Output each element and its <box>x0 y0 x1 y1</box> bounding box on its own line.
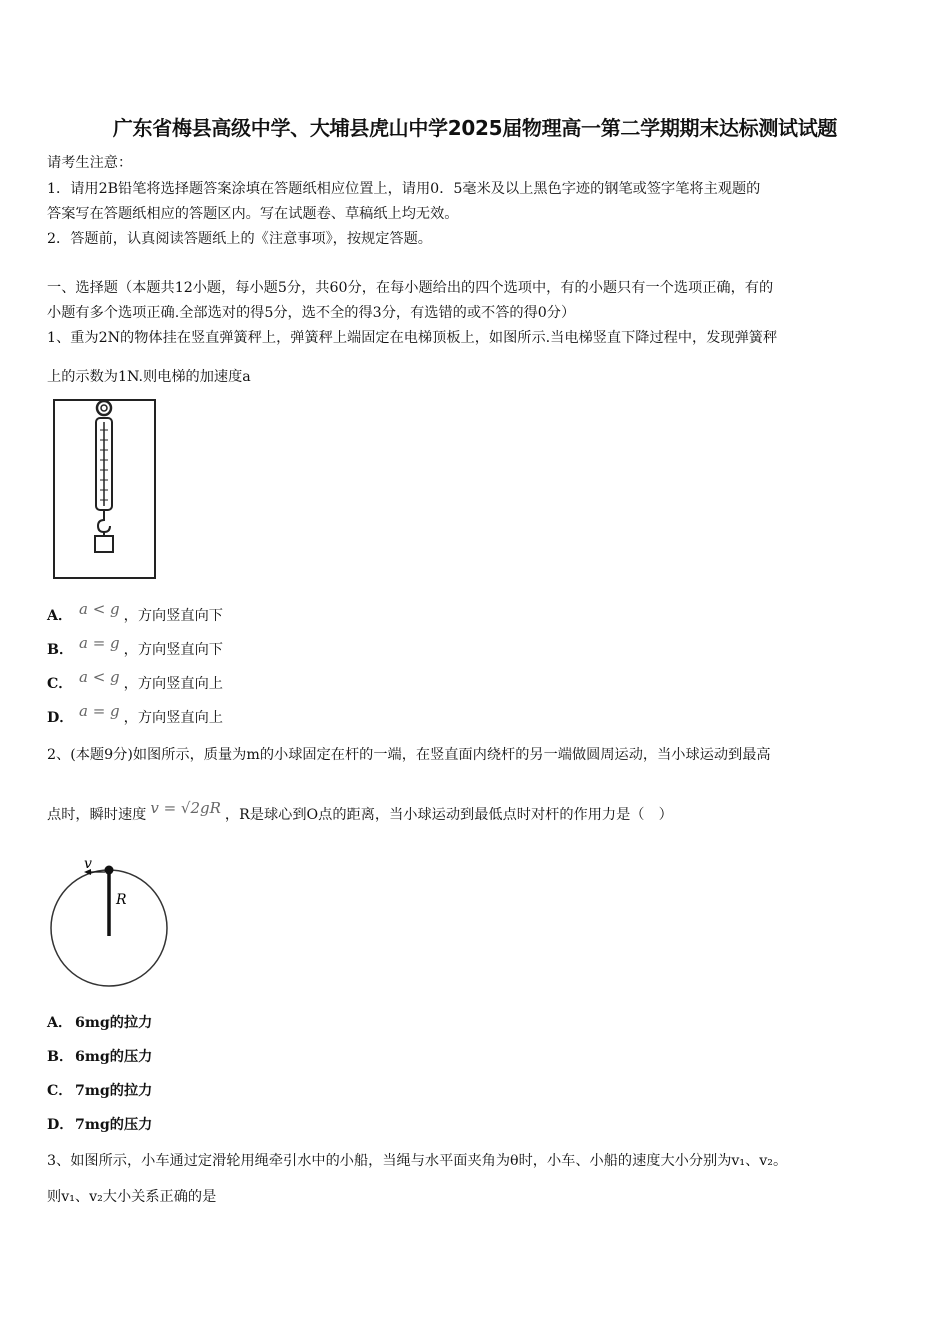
circular-motion-figure <box>46 854 172 992</box>
q1-option-b[interactable] <box>47 634 223 659</box>
q1-option-b-letter: B． <box>47 642 74 658</box>
q2-stem-a: 2、(本题9分)如图所示，质量为m的小球固定在杆的一端，在竖直面内绕杆的另一端做圆周运动，当小球运动到最高 <box>47 747 771 763</box>
q1-option-d-text: ，方向竖直向上 <box>123 710 223 726</box>
notice-item-1b: 答案写在答题纸相应的答题区内。写在试题卷、草稿纸上均无效。 <box>47 206 459 222</box>
spring-scale-figure <box>52 398 158 582</box>
q1-option-b-text: ，方向竖直向下 <box>123 642 223 658</box>
q2-option-b-letter: B． <box>47 1049 74 1065</box>
q1-option-c[interactable] <box>47 668 223 693</box>
q2-option-c-text: 7mg的拉力 <box>75 1083 153 1099</box>
q1-option-c-math: a < g <box>79 668 120 686</box>
q1-option-d-letter: D． <box>47 710 74 726</box>
q1-option-d[interactable] <box>47 702 223 727</box>
q1-option-b-math: a = g <box>79 634 120 652</box>
q2-option-c[interactable] <box>47 1080 152 1100</box>
q2-option-a-letter: A． <box>47 1015 73 1031</box>
q2-option-c-letter: C． <box>47 1083 73 1099</box>
q1-option-a-math: a < g <box>79 600 120 618</box>
q2-option-a-text: 6mg的拉力 <box>75 1015 153 1031</box>
section-heading-b: 小题有多个选项正确.全部选对的得5分，选不全的得3分，有选错的或不答的得0分） <box>47 305 576 321</box>
q2-option-b[interactable] <box>47 1046 152 1066</box>
q1-option-c-text: ，方向竖直向上 <box>123 676 223 692</box>
q1-option-d-math: a = g <box>79 702 120 720</box>
q2-option-a[interactable] <box>47 1012 152 1032</box>
q3-stem-a: 3、如图所示，小车通过定滑轮用绳牵引水中的小船，当绳与水平面夹角为θ时，小车、小船的速度大小分别为v₁、v₂。 <box>47 1153 788 1169</box>
notice-item-1a: 1．请用2B铅笔将选择题答案涂填在答题纸相应位置上，请用0．5毫米及以上黑色字迹的钢笔或签字笔将主观题的 <box>47 181 761 197</box>
notice-item-2: 2．答题前，认真阅读答题纸上的《注意事项》，按规定答题。 <box>47 231 432 247</box>
notice-heading: 请考生注意： <box>47 155 133 171</box>
q2-option-d-text: 7mg的压力 <box>75 1117 153 1133</box>
q1-stem-b: 上的示数为1N.则电梯的加速度a <box>47 369 251 385</box>
radius-label: R <box>116 892 127 908</box>
section-heading-a: 一、选择题（本题共12小题，每小题5分，共60分，在每小题给出的四个选项中，有的小题只有一个选项正确，有的 <box>47 280 774 296</box>
q2-option-d-letter: D． <box>47 1117 74 1133</box>
q1-stem-a: 1、重为2N的物体挂在竖直弹簧秤上，弹簧秤上端固定在电梯顶板上，如图所示.当电梯竖直下降过程中，发现弹簧秤 <box>47 330 778 346</box>
velocity-label: v <box>84 856 92 872</box>
q2-stem-b-pre: 点时，瞬时速度 <box>47 807 147 823</box>
q2-stem-b <box>47 799 673 824</box>
q2-velocity-formula: v = √2gR <box>150 799 221 817</box>
page-title: 广东省梅县高级中学、大埔县虎山中学2025届物理高一第二学期期末达标测试试题 <box>112 116 838 140</box>
q1-option-a-letter: A． <box>47 608 73 624</box>
q1-option-c-letter: C． <box>47 676 73 692</box>
q2-stem-b-post: ，R是球心到O点的距离，当小球运动到最低点时对杆的作用力是（ ） <box>224 807 673 823</box>
q1-option-a[interactable] <box>47 600 223 625</box>
q2-option-d[interactable] <box>47 1114 152 1134</box>
q3-stem-b: 则v₁、v₂大小关系正确的是 <box>47 1189 217 1205</box>
q2-option-b-text: 6mg的压力 <box>75 1049 153 1065</box>
q1-option-a-text: ，方向竖直向下 <box>123 608 223 624</box>
